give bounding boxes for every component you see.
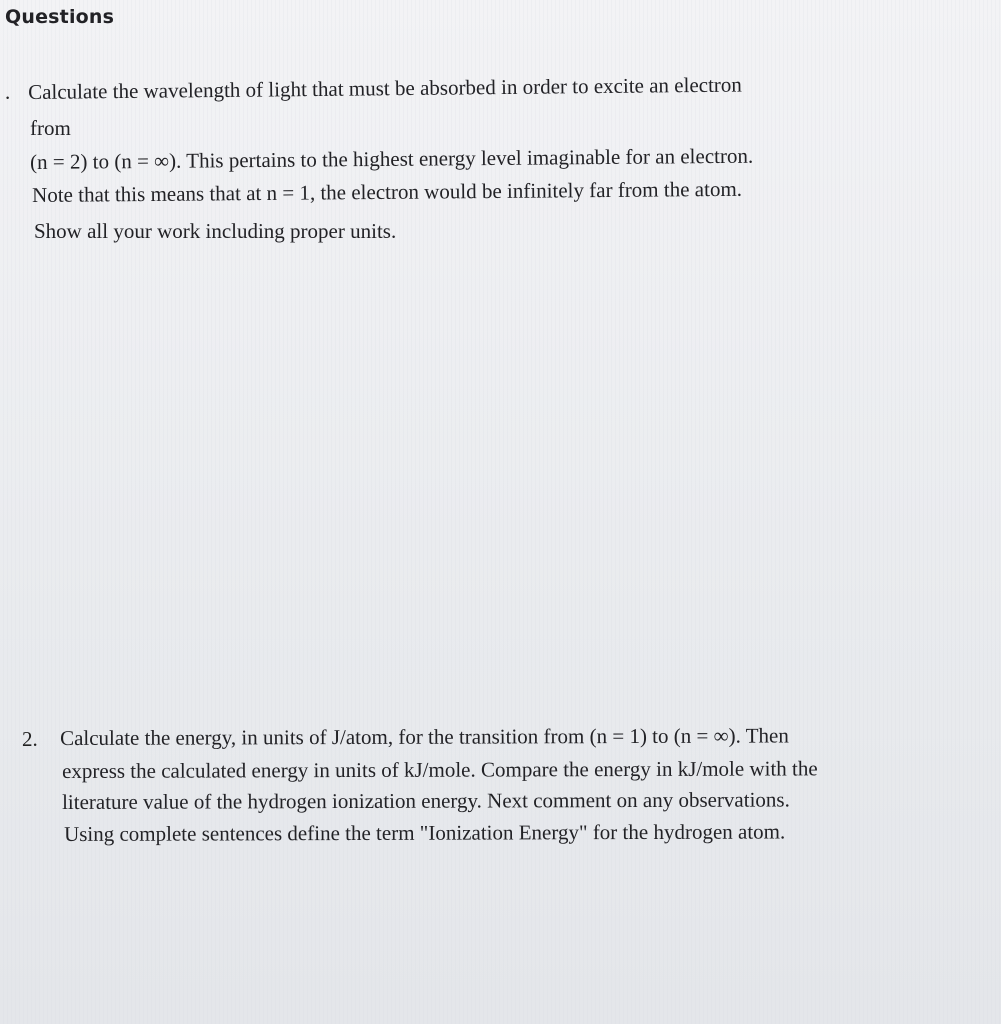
question-2-number: 2. (22, 727, 38, 751)
question-1-line-4: Note that this means that at n = 1, the electron would be infinitely far from the atom. (32, 176, 743, 207)
page-title: Questions (5, 6, 115, 28)
question-1-line-1: Calculate the wavelength of light that must be absorbed in order to excite an electron (28, 72, 742, 104)
question-2-line-3: literature value of the hydrogen ionization energy. Next comment on any observations. (62, 787, 790, 814)
question-2-line-4: Using complete sentences define the term "Ionization Energy" for the hydrogen atom. (64, 819, 786, 846)
question-1-line-2: from (30, 116, 71, 140)
question-1-line-3: (n = 2) to (n = ∞). This pertains to the highest energy level imaginable for an electron. (30, 143, 754, 174)
question-1-line-5: Show all your work including proper units. (34, 219, 397, 243)
question-1-number: . (5, 80, 11, 104)
question-2-line-2: express the calculated energy in units of kJ/mole. Compare the energy in kJ/mole with the (62, 756, 818, 783)
question-2-line-1: Calculate the energy, in units of J/atom, for the transition from (n = 1) to (n = ∞). Then (60, 723, 789, 750)
